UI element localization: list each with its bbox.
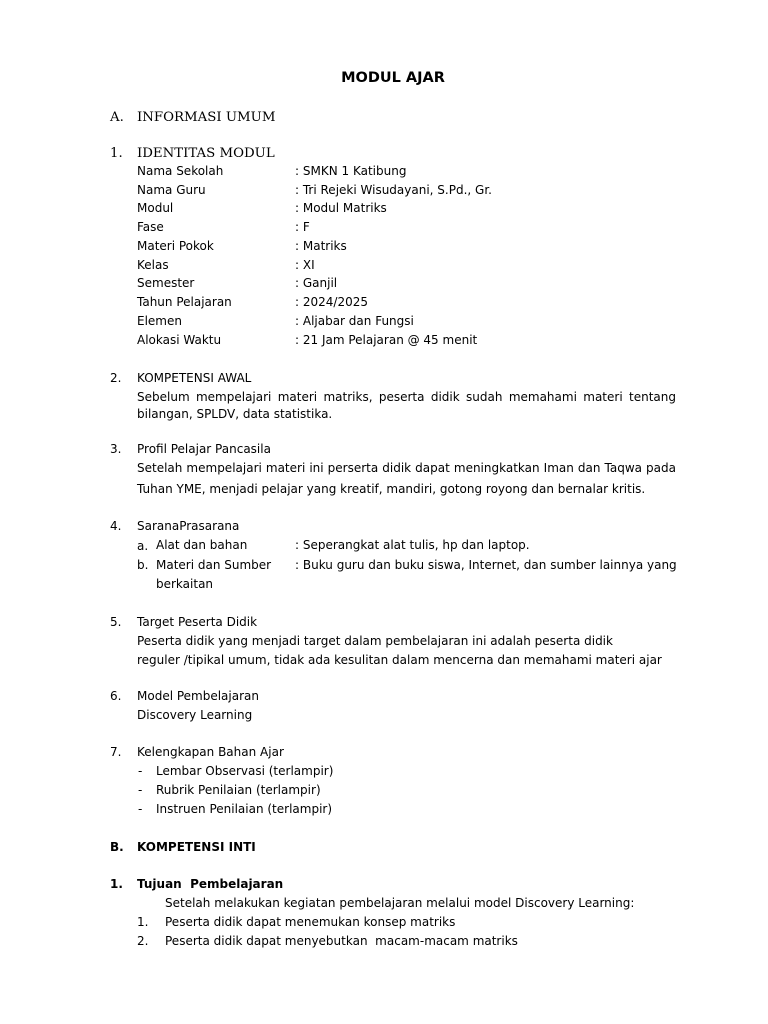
- identitas-value: : XI: [295, 258, 315, 272]
- kelengkapan-heading: Kelengkapan Bahan Ajar: [137, 745, 284, 759]
- kelengkapan-item: Rubrik Penilaian (terlampir): [156, 783, 321, 797]
- tujuan-item: Peserta didik dapat menyebutkan macam-macam matriks: [165, 934, 518, 948]
- identitas-value: : SMKN 1 Katibung: [295, 164, 407, 178]
- identitas-value: : Tri Rejeki Wisudayani, S.Pd., Gr.: [295, 183, 492, 197]
- target-text: reguler /tipikal umum, tidak ada kesulitan dalam mencerna dan memahami materi ajar: [137, 653, 662, 667]
- sarana-item-continuation: berkaitan: [156, 577, 214, 591]
- identitas-value: : 2024/2025: [295, 295, 368, 309]
- identitas-label: Fase: [137, 220, 164, 234]
- identitas-label: Tahun Pelajaran: [137, 295, 232, 309]
- identitas-label: Materi Pokok: [137, 239, 214, 253]
- sarana-item-label: Alat dan bahan: [156, 538, 248, 552]
- section-a-marker: A.: [110, 110, 124, 125]
- kelengkapan-number: 7.: [110, 745, 122, 759]
- identitas-value: : Ganjil: [295, 276, 338, 290]
- sarana-item-value: : Seperangkat alat tulis, hp dan laptop.: [295, 538, 530, 552]
- kelengkapan-item-marker: -: [138, 764, 143, 778]
- identitas-number: 1.: [110, 146, 123, 161]
- section-b-heading: KOMPETENSI INTI: [137, 840, 256, 854]
- kelengkapan-item-marker: -: [138, 802, 143, 816]
- kelengkapan-item: Instruen Penilaian (terlampir): [156, 802, 333, 816]
- profil-number: 3.: [110, 442, 122, 456]
- identitas-value: : 21 Jam Pelajaran @ 45 menit: [295, 333, 478, 347]
- identitas-value: : F: [295, 220, 310, 234]
- identitas-label: Kelas: [137, 258, 169, 272]
- sarana-item-marker: b.: [137, 558, 149, 572]
- profil-text: Tuhan YME, menjadi pelajar yang kreatif, mandiri, gotong royong dan bernalar kritis.: [137, 482, 646, 496]
- tujuan-intro: Setelah melakukan kegiatan pembelajaran melalui model Discovery Learning:: [165, 896, 635, 910]
- identitas-label: Alokasi Waktu: [137, 333, 222, 347]
- kelengkapan-item: Lembar Observasi (terlampir): [156, 764, 334, 778]
- section-a-heading: INFORMASI UMUM: [137, 110, 276, 125]
- section-b-marker: B.: [110, 840, 124, 854]
- sarana-item-label: Materi dan Sumber: [156, 558, 272, 572]
- model-heading: Model Pembelajaran: [137, 689, 259, 703]
- identitas-heading: IDENTITAS MODUL: [137, 146, 275, 161]
- model-value: Discovery Learning: [137, 708, 253, 722]
- tujuan-item-marker: 2.: [137, 934, 149, 948]
- sarana-heading: SaranaPrasarana: [137, 519, 240, 533]
- target-number: 5.: [110, 615, 122, 629]
- kompetensi-awal-text: Sebelum mempelajari materi matriks, peserta didik sudah memahami materi tentang: [137, 390, 676, 404]
- identitas-label: Nama Sekolah: [137, 164, 224, 178]
- identitas-value: : Matriks: [295, 239, 347, 253]
- kelengkapan-item-marker: -: [138, 783, 143, 797]
- kompetensi-awal-number: 2.: [110, 371, 122, 385]
- kompetensi-awal-heading: KOMPETENSI AWAL: [137, 371, 252, 385]
- target-text: Peserta didik yang menjadi target dalam pembelajaran ini adalah peserta didik: [137, 634, 613, 648]
- identitas-label: Elemen: [137, 314, 182, 328]
- profil-text: Setelah mempelajari materi ini perserta didik dapat meningkatkan Iman dan Taqwa pada: [137, 461, 676, 475]
- tujuan-number: 1.: [110, 877, 123, 891]
- identitas-value: : Aljabar dan Fungsi: [295, 314, 414, 328]
- profil-heading: Profil Pelajar Pancasila: [137, 442, 271, 456]
- model-number: 6.: [110, 689, 122, 703]
- target-heading: Target Peserta Didik: [137, 615, 258, 629]
- kompetensi-awal-text: bilangan, SPLDV, data statistika.: [137, 407, 333, 421]
- tujuan-item: Peserta didik dapat menemukan konsep matriks: [165, 915, 456, 929]
- tujuan-heading: Tujuan Pembelajaran: [137, 877, 284, 891]
- sarana-item-marker: a.: [137, 539, 149, 553]
- page-title: MODUL AJAR: [341, 70, 445, 86]
- identitas-value: : Modul Matriks: [295, 201, 387, 215]
- sarana-number: 4.: [110, 519, 122, 533]
- identitas-label: Modul: [137, 201, 174, 215]
- identitas-label: Nama Guru: [137, 183, 206, 197]
- identitas-label: Semester: [137, 276, 195, 290]
- sarana-item-value: : Buku guru dan buku siswa, Internet, dan sumber lainnya yang: [295, 558, 677, 572]
- tujuan-item-marker: 1.: [137, 915, 149, 929]
